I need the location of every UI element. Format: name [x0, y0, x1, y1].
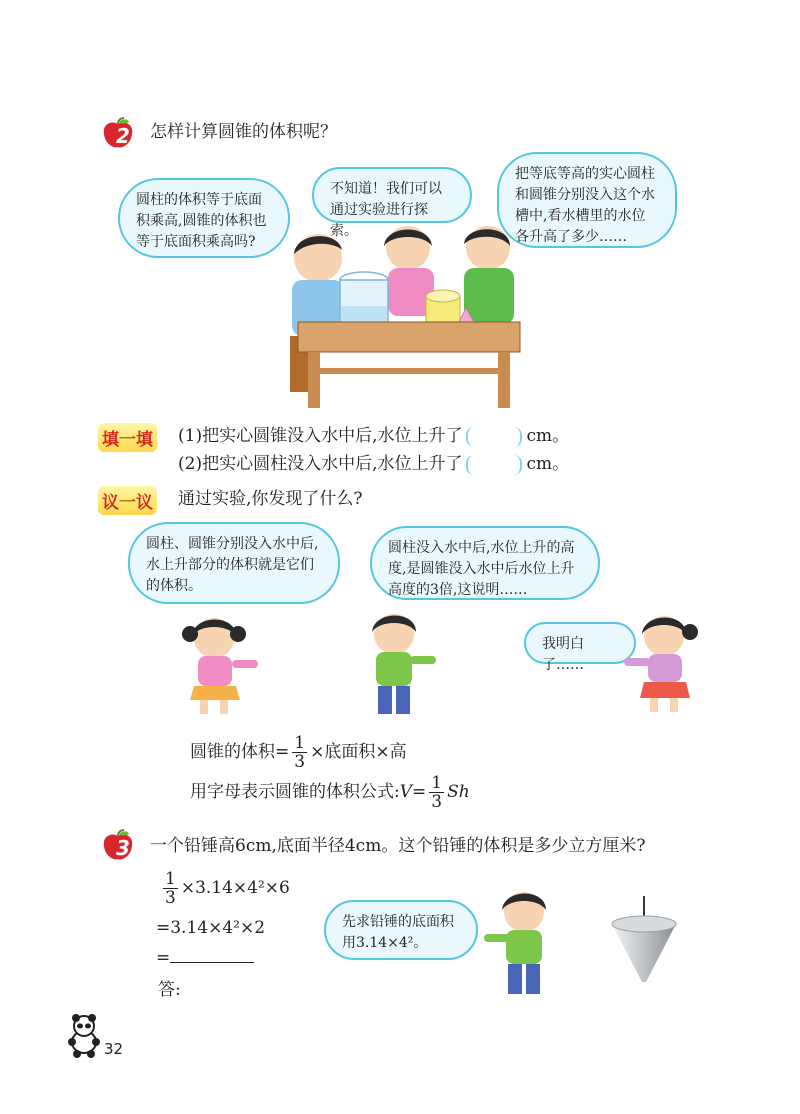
- calc-line-1-rest: ×3.14×4²×6: [180, 878, 290, 898]
- boy-green-vest-figure: [354, 610, 444, 718]
- svg-text:3: 3: [116, 836, 130, 860]
- svg-text:2: 2: [116, 124, 130, 148]
- fill-item-2-text: (2)把实心圆柱没入水中后,水位上升了: [178, 454, 463, 474]
- fill-item-1-unit: cm。: [526, 426, 570, 446]
- speech-bubble-right: 把等底等高的实心圆柱和圆锥分别没入这个水槽中,看水槽里的水位各升高了多少……: [497, 152, 677, 248]
- calc-line-2: =3.14×4²×2: [156, 918, 266, 938]
- fill-item-2: [178, 452, 569, 476]
- table-figure: [298, 322, 520, 408]
- formula-var-v: V: [399, 782, 413, 802]
- panda-icon: [64, 1012, 104, 1058]
- experiment-illustration: [278, 218, 528, 410]
- plumb-bob-icon: [606, 896, 682, 986]
- boy-green-shirt-figure: [464, 226, 514, 324]
- fill-item-1: [178, 424, 569, 448]
- formula-line1-suffix: ×底面积×高: [310, 742, 407, 762]
- section3-question: 一个铅锤高6cm,底面半径4cm。这个铅锤的体积是多少立方厘米?: [150, 836, 646, 856]
- cone-volume-formula-words: [190, 730, 407, 774]
- boy-pointing-figure: [480, 886, 566, 998]
- discuss-bubble-right: 我明白了……: [524, 622, 636, 664]
- discuss-bubble-left: 圆柱、圆锥分别没入水中后,水上升部分的体积就是它们的体积。: [128, 522, 340, 604]
- section2-question: 怎样计算圆锥的体积呢？: [150, 122, 337, 142]
- calc-line-3-eq: =: [156, 948, 171, 968]
- discuss-tag: 议一议: [98, 486, 157, 515]
- apple-number-badge-3-icon: [98, 828, 138, 862]
- formula-fraction-2: $\frac{1}{3}$: [431, 773, 443, 812]
- page-number: 32: [104, 1040, 124, 1058]
- speech-bubble-middle: 不知道！我们可以通过实验进行探索。: [312, 167, 472, 223]
- answer-label: 答:: [158, 980, 181, 1000]
- formula-eq: =: [412, 782, 427, 802]
- calc-answer-blank[interactable]: [170, 944, 254, 963]
- girl-pigtails-pink-figure: [178, 612, 268, 718]
- fill-item-2-unit: cm。: [526, 454, 570, 474]
- fill-blank-2[interactable]: [466, 455, 522, 475]
- calc-line-1: [160, 866, 290, 910]
- hint-bubble: 先求铅锤的底面积用3.14×4²。: [324, 900, 478, 960]
- fill-blank-1[interactable]: [466, 427, 522, 447]
- girl-purple-figure: [620, 610, 706, 718]
- apple-number-badge-2-icon: [98, 116, 138, 150]
- formula-fraction-1: $\frac{1}{3}$: [294, 733, 306, 772]
- speech-bubble-left: 圆柱的体积等于底面积乘高,圆锥的体积也等于底面积乘高吗?: [118, 178, 290, 258]
- formula-line2-prefix: 用字母表示圆锥的体积公式:: [190, 782, 400, 802]
- formula-line2-suffix: Sh: [447, 782, 470, 802]
- discuss-prompt: 通过实验,你发现了什么?: [178, 489, 363, 509]
- discuss-bubble-middle: 圆柱没入水中后,水位上升的高度,是圆锥没入水中后水位上升高度的3倍,这说明……: [370, 526, 600, 600]
- fill-item-1-text: (1)把实心圆锥没入水中后,水位上升了: [178, 426, 463, 446]
- fill-in-tag: 填一填: [98, 423, 157, 452]
- calc-line-3: [156, 944, 254, 970]
- formula-line1-prefix: 圆锥的体积=: [190, 742, 290, 762]
- cone-volume-formula-letters: [190, 770, 470, 814]
- calc-fraction: $\frac{1}{3}$: [165, 869, 176, 908]
